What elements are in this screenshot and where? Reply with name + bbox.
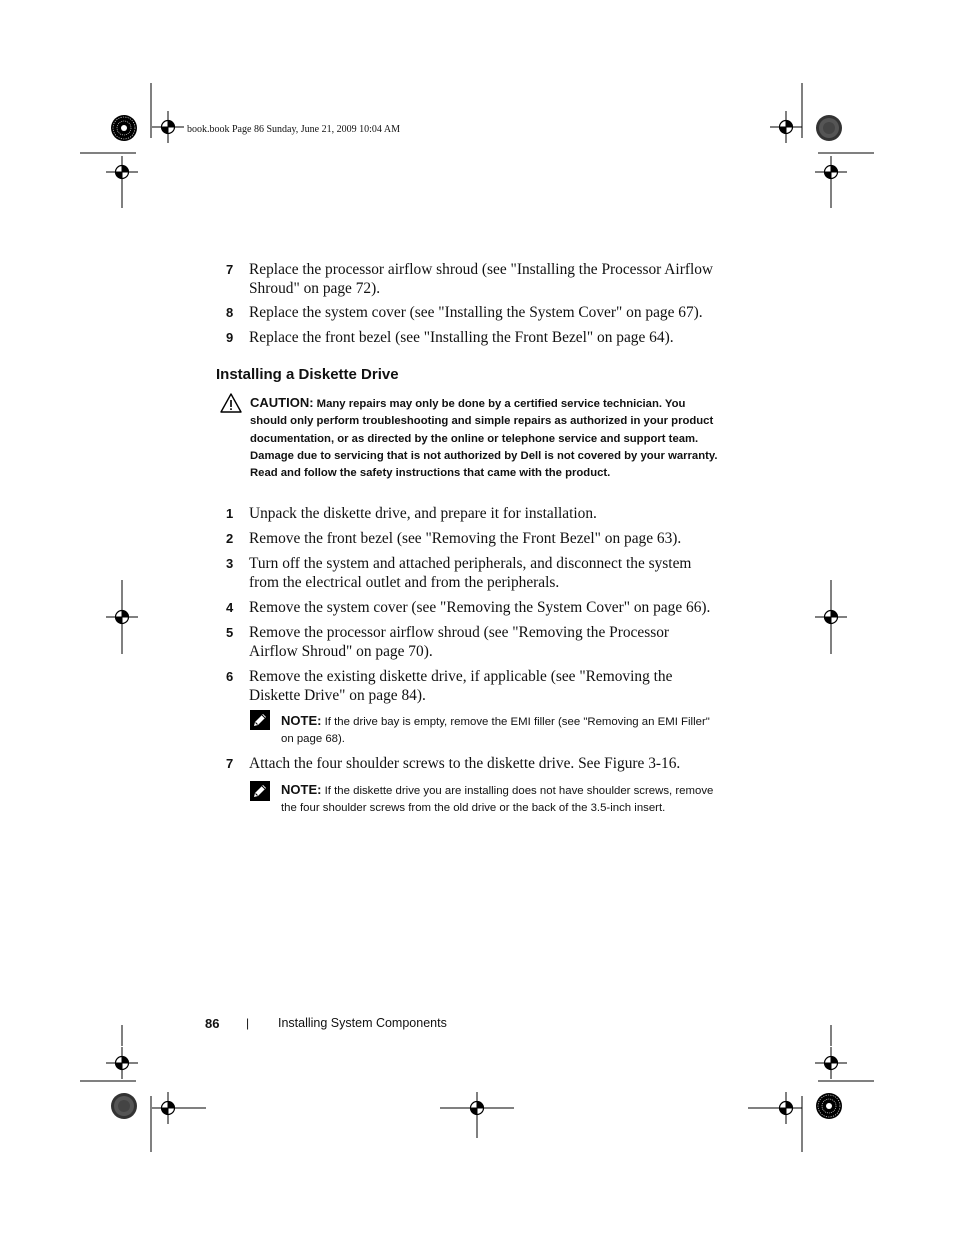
step-text: Unpack the diskette drive, and prepare it for installation. (249, 505, 597, 522)
registration-mark-top-right (770, 83, 874, 208)
registration-mark-bottom-center (440, 1092, 514, 1138)
registration-mark-mid-left (106, 580, 138, 654)
step-number: 6 (226, 669, 234, 684)
note-label: NOTE: (281, 782, 322, 797)
step-number: 2 (226, 531, 234, 546)
note-text: If the diskette drive you are installing does not have shoulder screws, remove the four shoulder screws from the old drive or the back of the 3.5-inch insert. (281, 785, 714, 815)
print-header: book.book Page 86 Sunday, June 21, 2009 10:04 AM (187, 124, 400, 135)
step-number: 7 (226, 262, 234, 277)
step-item (226, 529, 716, 548)
registration-mark-top-left (80, 83, 184, 208)
step-item (226, 260, 716, 298)
registration-mark-bottom-right (748, 1025, 874, 1152)
chapter-title: Installing System Components (278, 1016, 447, 1030)
step-text: Remove the system cover (see "Removing the System Cover" on page 66). (249, 599, 711, 616)
step-item (226, 754, 716, 773)
note-block (281, 712, 721, 749)
page-number: 86 (205, 1016, 220, 1031)
caution-text: Many repairs may only be done by a certified service technician. You should only perform troubleshooting and simple repairs as authorized in your product documentation, or as directed by the online or telephone service and support team. Damage due to servicing that is not authorized by Dell is not covered by your warranty. Read and follow the safety instructions that came with the product. (250, 398, 718, 480)
pencil-note-icon (250, 781, 270, 801)
footer-separator: | (246, 1016, 250, 1030)
step-item (226, 667, 716, 705)
step-number: 3 (226, 556, 234, 571)
step-item (226, 598, 716, 617)
registration-mark-mid-right (815, 580, 847, 654)
step-text: Attach the four shoulder screws to the diskette drive. See Figure 3-16. (249, 755, 681, 772)
step-text: Remove the processor airflow shroud (see "Removing the Processor Airflow Shroud" on page 70). (249, 624, 670, 660)
note-block (281, 781, 721, 818)
pencil-note-icon (250, 710, 270, 730)
step-text: Remove the existing diskette drive, if applicable (see "Removing the Diskette Drive" on page 84). (249, 668, 673, 704)
step-text: Replace the front bezel (see "Installing the Front Bezel" on page 64). (249, 329, 674, 346)
step-number: 5 (226, 625, 234, 640)
step-item (226, 554, 716, 592)
step-text: Replace the processor airflow shroud (see "Installing the Processor Airflow Shroud" on page 72). (249, 261, 714, 297)
section-heading: Installing a Diskette Drive (216, 366, 399, 383)
caution-block (250, 394, 720, 482)
step-number: 8 (226, 305, 234, 320)
step-number: 9 (226, 330, 234, 345)
step-number: 1 (226, 506, 234, 521)
step-item (226, 623, 716, 661)
step-text: Replace the system cover (see "Installing the System Cover" on page 67). (249, 304, 703, 321)
step-item (226, 504, 716, 523)
step-number: 4 (226, 600, 234, 615)
step-text: Remove the front bezel (see "Removing the Front Bezel" on page 63). (249, 530, 682, 547)
caution-label: CAUTION: (250, 395, 314, 410)
step-number: 7 (226, 756, 234, 771)
step-item (226, 328, 716, 347)
note-label: NOTE: (281, 713, 322, 728)
step-text: Turn off the system and attached peripherals, and disconnect the system from the electrical outlet and from the peripherals. (249, 555, 692, 591)
registration-mark-bottom-left (80, 1025, 206, 1152)
warning-triangle-icon (220, 393, 242, 413)
note-text: If the drive bay is empty, remove the EMI filler (see "Removing an EMI Filler" on page 68). (281, 716, 710, 746)
step-item (226, 303, 716, 322)
